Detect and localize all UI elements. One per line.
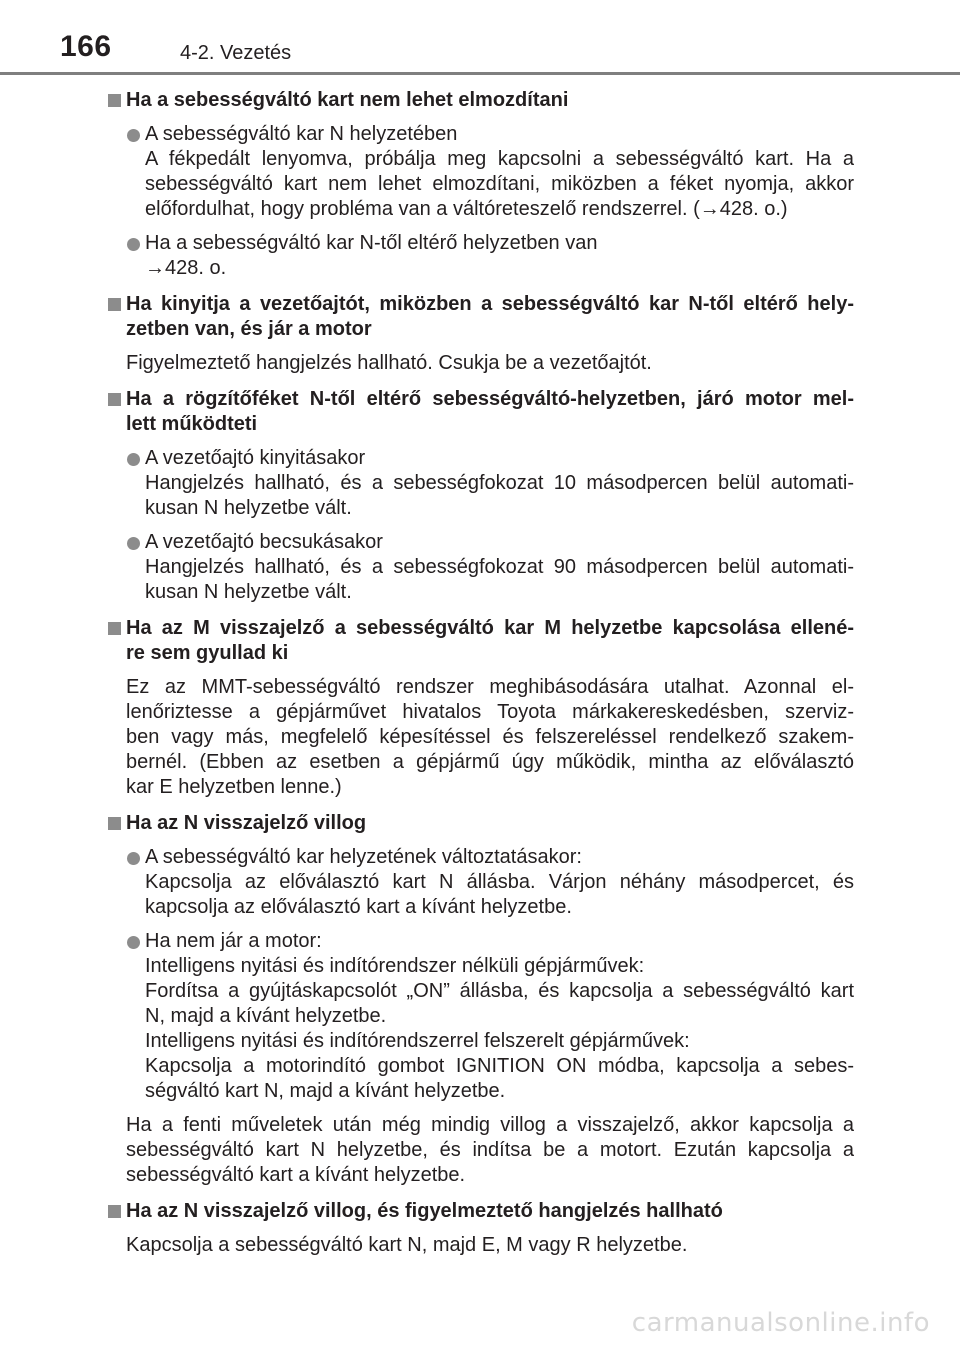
bullet-item xyxy=(108,446,854,521)
text-line: Hangjelzés hallható, és a sebességfokozat 10 másodpercen belül automati- xyxy=(145,472,854,494)
square-bullet-icon xyxy=(108,817,121,830)
text-line: Intelligens nyitási és indítórendszer nélküli gépjárművek: xyxy=(145,955,645,977)
text-line: Intelligens nyitási és indítórendszerrel felszerelt gépjárművek: xyxy=(145,1030,690,1052)
watermark: carmanualsonline.info xyxy=(631,1308,930,1338)
page-content xyxy=(108,86,854,1258)
circle-bullet-icon xyxy=(127,238,140,251)
square-bullet-icon xyxy=(108,622,121,635)
text-line: kusan N helyzetbe vált. xyxy=(145,497,352,519)
text-line: kapcsolja az előválasztó kart a kívánt helyzetbe. xyxy=(145,896,572,918)
section-heading: Ha az N visszajelző villog, és figyelmeztető hangjelzés hallható xyxy=(108,1199,854,1224)
text-line: Fordítsa a gyújtáskapcsolót „ON” állásba, és kapcsolja a sebességváltó kart xyxy=(145,980,854,1002)
text-line: Hangjelzés hallható, és a sebességfokozat 90 másodpercen belül automati- xyxy=(145,556,854,578)
square-bullet-icon xyxy=(108,1205,121,1218)
bullet-title: Ha a sebességváltó kar N-től eltérő helyzetben van xyxy=(145,232,598,254)
text-line: Kapcsolja az előválasztó kart N állásba. Várjon néhány másodpercet, és xyxy=(145,871,854,893)
circle-bullet-icon xyxy=(127,129,140,142)
section-heading: Ha a sebességváltó kart nem lehet elmozdítani xyxy=(108,88,854,113)
text-line: ségváltó kart N, majd a kívánt helyzetbe. xyxy=(145,1080,506,1102)
circle-bullet-icon xyxy=(127,537,140,550)
page-reference: →428. o. xyxy=(145,257,227,279)
text-line: A fékpedált lenyomva, próbálja meg kapcsolni a sebességváltó kart. Ha a xyxy=(145,148,854,170)
text-line: sebességváltó kart a kívánt helyzetbe. xyxy=(126,1164,466,1186)
circle-bullet-icon xyxy=(127,936,140,949)
paragraph: Kapcsolja a sebességváltó kart N, majd E, M vagy R helyzetbe. xyxy=(126,1234,688,1256)
bullet-title: A sebességváltó kar helyzetének változtatásakor: xyxy=(145,846,582,868)
text-line: Ha a fenti műveletek után még mindig villog a visszajelző, akkor kapcsolja a xyxy=(126,1114,854,1136)
bullet-title: A sebességváltó kar N helyzetében xyxy=(145,123,458,145)
bullet-item xyxy=(108,929,854,1104)
text-line: Kapcsolja a motorindító gombot IGNITION ON módba, kapcsolja a sebes- xyxy=(145,1055,854,1077)
square-bullet-icon xyxy=(108,94,121,107)
bullet-item xyxy=(108,845,854,920)
text-line: ben vagy más, megfelelő képesítéssel és felszereléssel rendelkező szakem- xyxy=(126,726,854,748)
square-bullet-icon xyxy=(108,393,121,406)
section-heading: Ha a rögzítőféket N-től eltérő sebességváltó-helyzetben, járó motor mel- lett működteti xyxy=(108,387,854,437)
page-header xyxy=(0,0,960,80)
page-number: 166 xyxy=(60,30,112,63)
bullet-item xyxy=(108,231,854,281)
square-bullet-icon xyxy=(108,298,121,311)
section-title: 4-2. Vezetés xyxy=(180,42,292,64)
text-line: lenőriztesse a gépjárművet hivatalos Toyota márkakereskedésben, szerviz- xyxy=(126,701,854,723)
text-line: kusan N helyzetbe vált. xyxy=(145,581,352,603)
bullet-item xyxy=(108,530,854,605)
circle-bullet-icon xyxy=(127,453,140,466)
text-line: sebességváltó kart N helyzetbe, és indítsa be a motort. Ezután kapcsolja a xyxy=(126,1139,854,1161)
text-line: előfordulhat, hogy probléma van a váltóreteszelő rendszerrel. (→428. o.) xyxy=(145,198,788,220)
circle-bullet-icon xyxy=(127,852,140,865)
paragraph xyxy=(108,1113,854,1188)
section-heading: Ha az M visszajelző a sebességváltó kar M helyzetbe kapcsolása ellené- re sem gyullad ki xyxy=(108,616,854,666)
section-heading: Ha az N visszajelző villog xyxy=(108,811,854,836)
bullet-title: A vezetőajtó becsukásakor xyxy=(145,531,383,553)
paragraph xyxy=(108,675,854,800)
text-line: Ez az MMT-sebességváltó rendszer meghibásodására utalhat. Azonnal el- xyxy=(126,676,854,698)
bullet-title: A vezetőajtó kinyitásakor xyxy=(145,447,366,469)
bullet-title: Ha nem jár a motor: xyxy=(145,930,322,952)
bullet-item xyxy=(108,122,854,222)
text-line: bernél. (Ebben az esetben a gépjármű úgy működik, mintha az előválasztó xyxy=(126,751,854,773)
text-line: N, majd a kívánt helyzetbe. xyxy=(145,1005,387,1027)
section-heading: Ha kinyitja a vezetőajtót, miközben a sebességváltó kar N-től eltérő hely- zetben van, és jár a motor xyxy=(108,292,854,342)
header-divider xyxy=(0,72,960,75)
paragraph: Figyelmeztető hangjelzés hallható. Csukja be a vezetőajtót. xyxy=(126,352,652,374)
text-line: sebességváltó kart nem lehet elmozdítani, miközben a féket nyomja, akkor xyxy=(145,173,854,195)
text-line: kar E helyzetben lenne.) xyxy=(126,776,342,798)
